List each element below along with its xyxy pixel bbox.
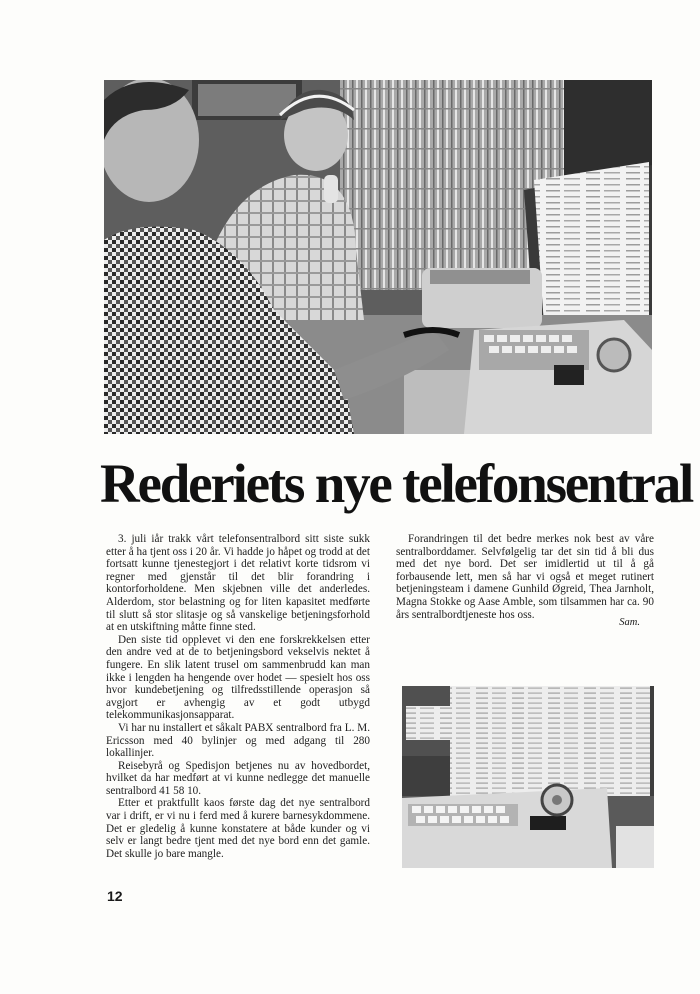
paragraph: 3. juli iår trakk vårt telefonsentralbord sitt siste sukk etter å ha tjent oss i 20 år. Vi hadde jo håpet og trodd at det fortsatt kunne tjenestegjort i det relativt korte tidsrom vi regner med gjenstår til det blir forandring i kontorforholdene. Men skjebnen ville det anderledes. Alderdom, stor belastning og for liten kapasitet medførte til slutt så stor slitasje og så vanskelige betjeningsforhold at en utskiftning måtte finne sted. xyxy=(106,533,370,634)
article-left-column xyxy=(106,533,370,860)
author-signature: Sam. xyxy=(619,617,640,628)
photo-switchboard-console xyxy=(402,686,654,868)
paragraph: Etter et praktfullt kaos første dag det nye sentralbord var i drift, er vi nu i ferd med å kurere barnesykdommene. Det er gledelig å kunne konstatere at både kunder og vi selv er langt bedre tjent med det nye bord enn det gamle. Det skulle jo bare mangle. xyxy=(106,797,370,860)
article-right-column xyxy=(396,533,654,621)
photo-switchboard-operators xyxy=(104,80,652,434)
paragraph: Forandringen til det bedre merkes nok best av våre sentralborddamer. Selvfølgelig tar det sin tid å bli dus med det nye bord. Det ser imidlertid ut til å gå forbausende lett, men så har vi også et meget rutinert betjeningsteam i damene Gunhild Øgreid, Thea Jarnholt, Magna Stokke og Aase Amble, som tilsammen har ca. 90 års sentralbordtjeneste hos oss. xyxy=(396,533,654,621)
paragraph: Reisebyrå og Spedisjon betjenes nu av hovedbordet, hvilket da har medført at vi kunne nedlegge det manuelle sentralbord 41 58 10. xyxy=(106,759,370,797)
paragraph: Den siste tid opplevet vi den ene forskrekkelsen etter den andre ved at de to betjeningsbord vekselvis nektet å fungere. En slik latent trusel om sammenbrudd kan man ikke i lengden ha hengende over hodet — spesielt hos oss hvor kundebetjening og tilfredsstillende operasjon så avgjort er avhengig av et godt utbygd telekommunikasjonsapparat. xyxy=(106,633,370,722)
page-number: 12 xyxy=(107,888,123,904)
paragraph: Vi har nu installert et såkalt PABX sentralbord fra L. M. Ericsson med 40 bylinjer og med adgang til 280 lokallinjer. xyxy=(106,721,370,760)
article-headline: Rederiets nye telefonsentral xyxy=(100,453,693,514)
